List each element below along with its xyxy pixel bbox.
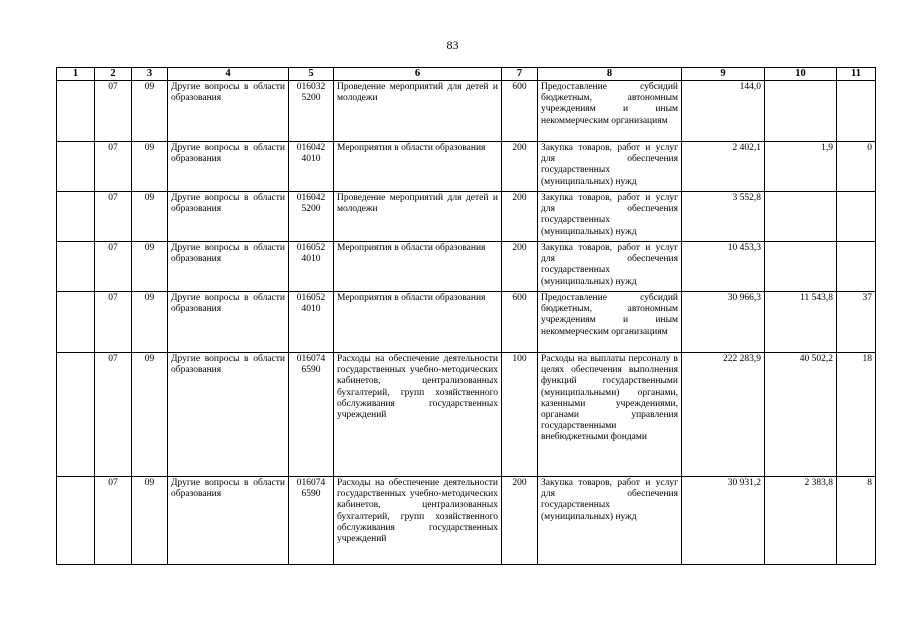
expense-type-code-cell: 200: [502, 192, 538, 242]
amount-cell: 222 283,9: [682, 353, 765, 477]
row-number-cell: [57, 477, 95, 565]
column-header: 10: [765, 68, 837, 81]
column-header: 6: [334, 68, 502, 81]
target-article-cell: 016074 6590: [289, 353, 334, 477]
budget-table: [56, 67, 876, 565]
column-header: 1: [57, 68, 95, 81]
expense-type-name-cell: Закупка товаров, работ и услуг для обеспечения государственных (муниципальных) нужд: [538, 142, 682, 192]
section-code-cell: 07: [95, 353, 132, 477]
amount-cell: 30 966,3: [682, 292, 765, 353]
target-article-cell: 016052 4010: [289, 292, 334, 353]
amount-cell: 3 552,8: [682, 192, 765, 242]
subsection-name-cell: Другие вопросы в области образования: [168, 192, 289, 242]
row-number-cell: [57, 353, 95, 477]
page-number: 83: [446, 38, 459, 52]
percent-cell: 8: [837, 477, 876, 565]
subsection-code-cell: 09: [132, 81, 168, 142]
expense-type-code-cell: 200: [502, 242, 538, 292]
expense-type-name-cell: Закупка товаров, работ и услуг для обеспечения государственных (муниципальных) нужд: [538, 242, 682, 292]
row-number-cell: [57, 142, 95, 192]
column-header: 3: [132, 68, 168, 81]
column-header: 5: [289, 68, 334, 81]
column-header: 8: [538, 68, 682, 81]
subsection-name-cell: Другие вопросы в области образования: [168, 353, 289, 477]
header-row: [57, 68, 876, 81]
subsection-name-cell: Другие вопросы в области образования: [168, 242, 289, 292]
subsection-name-cell: Другие вопросы в области образования: [168, 477, 289, 565]
expense-type-code-cell: 200: [502, 477, 538, 565]
table-row: [57, 142, 876, 192]
row-number-cell: [57, 81, 95, 142]
subsection-code-cell: 09: [132, 242, 168, 292]
article-name-cell: Расходы на обеспечение деятельности государственных учебно-методических кабинетов, централизованных бухгалтерий, групп хозяйственного обслуживания государственных учреждений: [334, 477, 502, 565]
executed-cell: 11 543,8: [765, 292, 837, 353]
section-code-cell: 07: [95, 477, 132, 565]
executed-cell: [765, 192, 837, 242]
row-number-cell: [57, 192, 95, 242]
executed-cell: 2 383,8: [765, 477, 837, 565]
table-row: [57, 81, 876, 142]
article-name-cell: Проведение мероприятий для детей и молодежи: [334, 192, 502, 242]
percent-cell: 0: [837, 142, 876, 192]
amount-cell: 30 931,2: [682, 477, 765, 565]
column-header: 2: [95, 68, 132, 81]
expense-type-code-cell: 200: [502, 142, 538, 192]
column-header: 4: [168, 68, 289, 81]
article-name-cell: Проведение мероприятий для детей и молодежи: [334, 81, 502, 142]
article-name-cell: Расходы на обеспечение деятельности государственных учебно-методических кабинетов, централизованных бухгалтерий, групп хозяйственного обслуживания государственных учреждений: [334, 353, 502, 477]
executed-cell: 1,9: [765, 142, 837, 192]
subsection-code-cell: 09: [132, 192, 168, 242]
subsection-name-cell: Другие вопросы в области образования: [168, 81, 289, 142]
column-header: 7: [502, 68, 538, 81]
row-number-cell: [57, 242, 95, 292]
amount-cell: 10 453,3: [682, 242, 765, 292]
percent-cell: 37: [837, 292, 876, 353]
target-article-cell: 016042 5200: [289, 192, 334, 242]
table-row: [57, 192, 876, 242]
executed-cell: 40 502,2: [765, 353, 837, 477]
article-name-cell: Мероприятия в области образования: [334, 292, 502, 353]
column-header: 9: [682, 68, 765, 81]
section-code-cell: 07: [95, 292, 132, 353]
article-name-cell: Мероприятия в области образования: [334, 142, 502, 192]
section-code-cell: 07: [95, 81, 132, 142]
table-row: [57, 292, 876, 353]
amount-cell: 2 402,1: [682, 142, 765, 192]
subsection-code-cell: 09: [132, 292, 168, 353]
article-name-cell: Мероприятия в области образования: [334, 242, 502, 292]
expense-type-code-cell: 100: [502, 353, 538, 477]
expense-type-name-cell: Предоставление субсидий бюджетным, автономным учреждениям и иным некоммерческим организациям: [538, 81, 682, 142]
expense-type-code-cell: 600: [502, 81, 538, 142]
section-code-cell: 07: [95, 192, 132, 242]
percent-cell: [837, 81, 876, 142]
subsection-name-cell: Другие вопросы в области образования: [168, 292, 289, 353]
section-code-cell: 07: [95, 142, 132, 192]
executed-cell: [765, 242, 837, 292]
subsection-name-cell: Другие вопросы в области образования: [168, 142, 289, 192]
expense-type-name-cell: Предоставление субсидий бюджетным, автономным учреждениям и иным некоммерческим организациям: [538, 292, 682, 353]
expense-type-name-cell: Расходы на выплаты персоналу в целях обеспечения выполнения функций государственными (муниципальными) органами, казенными учреждениями, органами управления государственными внебюджетными фондами: [538, 353, 682, 477]
target-article-cell: 016032 5200: [289, 81, 334, 142]
subsection-code-cell: 09: [132, 353, 168, 477]
subsection-code-cell: 09: [132, 142, 168, 192]
percent-cell: 18: [837, 353, 876, 477]
expense-type-name-cell: Закупка товаров, работ и услуг для обеспечения государственных (муниципальных) нужд: [538, 192, 682, 242]
target-article-cell: 016042 4010: [289, 142, 334, 192]
percent-cell: [837, 192, 876, 242]
percent-cell: [837, 242, 876, 292]
expense-type-code-cell: 600: [502, 292, 538, 353]
subsection-code-cell: 09: [132, 477, 168, 565]
column-header: 11: [837, 68, 876, 81]
table-row: [57, 353, 876, 477]
expense-type-name-cell: Закупка товаров, работ и услуг для обеспечения государственных (муниципальных) нужд: [538, 477, 682, 565]
executed-cell: [765, 81, 837, 142]
target-article-cell: 016074 6590: [289, 477, 334, 565]
amount-cell: 144,0: [682, 81, 765, 142]
target-article-cell: 016052 4010: [289, 242, 334, 292]
table-row: [57, 477, 876, 565]
row-number-cell: [57, 292, 95, 353]
table-row: [57, 242, 876, 292]
section-code-cell: 07: [95, 242, 132, 292]
